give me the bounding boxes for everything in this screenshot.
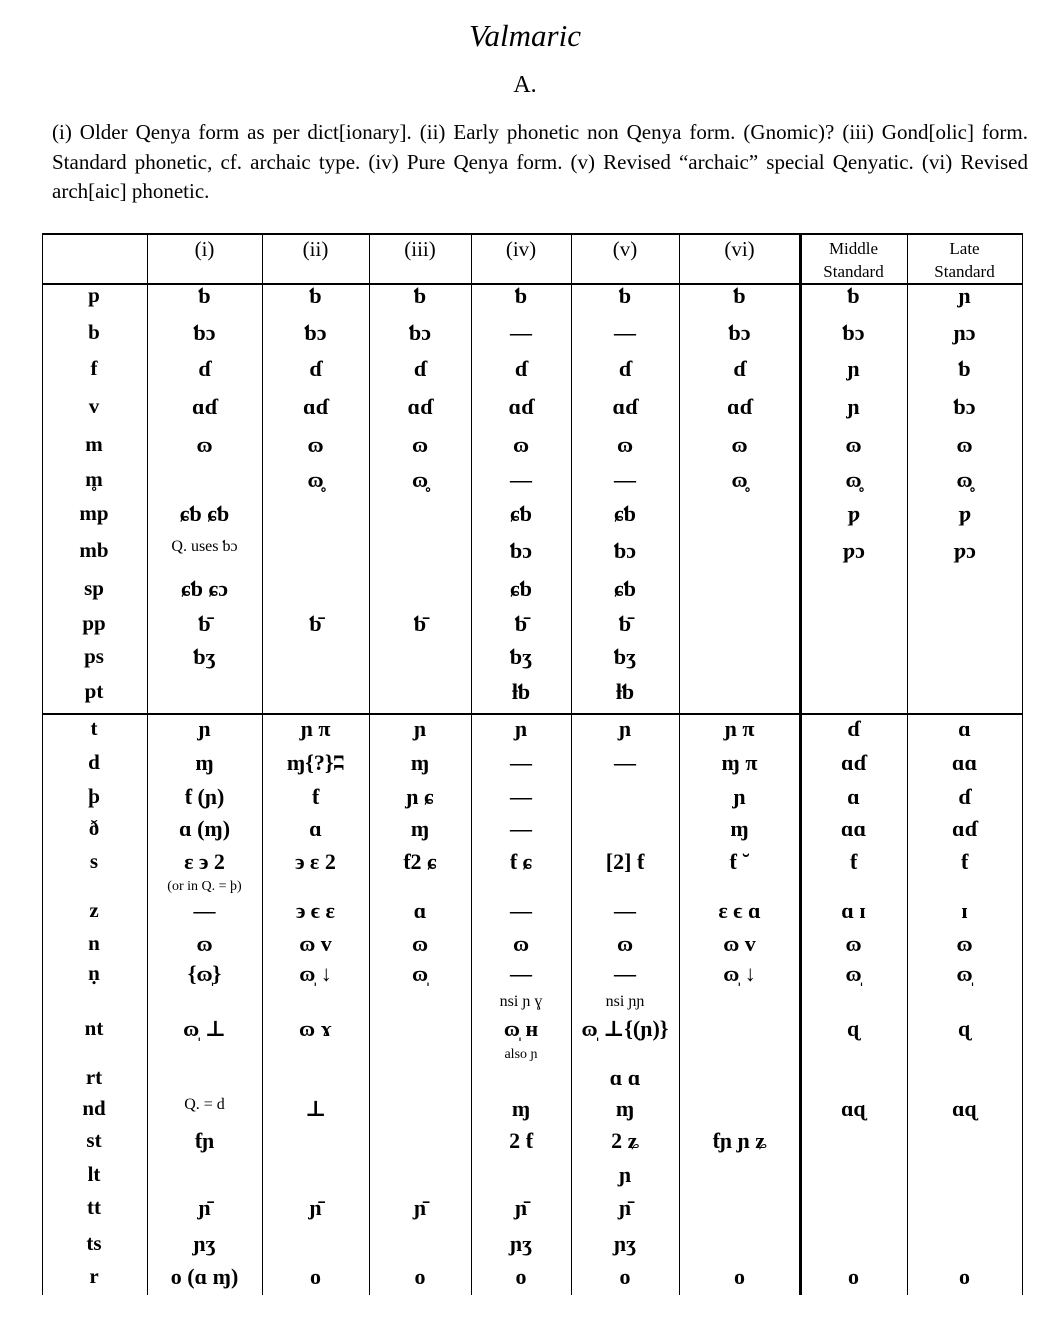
- glyph-cell: ƅ̄: [413, 611, 427, 636]
- glyph-cell: ɷ̥: [956, 467, 973, 492]
- cell-note: nsi ɲɲ: [605, 993, 645, 1010]
- glyph-cell: ϶ ϵ ε: [296, 898, 335, 923]
- glyph-cell: ɑɗ: [303, 394, 328, 419]
- glyph-cell: ɷ: [845, 931, 862, 956]
- glyph-cell: {ɷ̩}: [187, 961, 222, 986]
- glyph-cell: ƅ: [514, 283, 528, 308]
- glyph-cell: ɷ̥: [845, 467, 862, 492]
- glyph-cell: ɱ π: [721, 750, 758, 775]
- glyph-cell: ɲ ɕ: [406, 784, 434, 809]
- glyph-cell: ɲ: [618, 1162, 632, 1187]
- glyph-cell: ƭɲ ɲ ʑ: [712, 1128, 767, 1153]
- glyph-cell: ɱ: [730, 816, 749, 841]
- glyph-cell: —: [614, 467, 636, 492]
- glyph-cell: ƭ2 ɕ: [403, 849, 437, 874]
- row-label: lt: [87, 1162, 101, 1186]
- glyph-cell: ɷ: [512, 432, 530, 457]
- glyph-cell: ɱ: [511, 1096, 531, 1121]
- glyph-cell: ɷ̩ ⊥{(ɲ)}: [581, 1016, 669, 1041]
- column-header-line: Late: [949, 239, 980, 258]
- glyph-cell: —: [510, 784, 532, 809]
- glyph-cell: ɱ: [410, 750, 430, 775]
- glyph-cell: —: [614, 898, 636, 923]
- column-header: [571, 237, 679, 262]
- glyph-cell: ɷ: [616, 931, 634, 956]
- glyph-cell: ɑ (ɱ): [178, 816, 231, 841]
- glyph-cell: ɗ: [618, 356, 632, 381]
- glyph-cell: ɷ: [411, 432, 429, 457]
- glyph-cell: ɷ̩: [956, 961, 973, 986]
- glyph-cell: ɗ: [733, 356, 746, 381]
- row-label: t: [90, 716, 98, 740]
- glyph-cell: ƅ: [733, 283, 746, 308]
- row-label: pt: [84, 679, 104, 703]
- column-header-line: (ii): [302, 237, 329, 261]
- glyph-cell: ɷ: [196, 432, 213, 457]
- row-label: ð: [88, 816, 100, 840]
- glyph-cell: ɷ: [731, 432, 748, 457]
- glyph-cell: ɪ: [961, 898, 968, 923]
- glyph-cell: ƅʒ: [193, 644, 216, 669]
- glyph-cell: 2 ƭ: [509, 1128, 533, 1153]
- glyph-cell: ɲ̄: [309, 1195, 322, 1220]
- row-label: nt: [84, 1016, 104, 1040]
- glyph-cell: ƅɔ: [953, 394, 976, 419]
- page-title: Valmaric: [469, 18, 581, 53]
- glyph-cell: ƿɔ: [953, 538, 976, 563]
- glyph-cell: —: [510, 320, 532, 345]
- row-label: þ: [88, 784, 100, 808]
- column-header: [679, 237, 800, 262]
- glyph-cell: ɷ̥: [307, 467, 324, 492]
- glyph-cell: ƅ: [958, 356, 971, 381]
- glyph-cell: ƅɔ: [510, 538, 532, 563]
- glyph-cell: ɲʒ: [509, 1231, 533, 1256]
- row-label: tt: [87, 1195, 101, 1219]
- glyph-cell: ϶ ε 2: [295, 849, 336, 874]
- intro-paragraph: (i) Older Qenya form as per dict[ionary]. (ii) Early phonetic non Qenya form. (Gnomic)? (iii) Gond[olic] form. Standard phonetic, cf. archaic type. (iv) Pure Qenya form. (v) Revised “archaic” special Qenyatic. (vi) Revised arch[aic] phonetic.: [52, 120, 1028, 203]
- glyph-cell: ɷ: [956, 931, 973, 956]
- glyph-cell: ɕƅ: [614, 501, 636, 526]
- row-label: v: [88, 394, 100, 418]
- glyph-cell: ɱ{?}ʭ: [286, 750, 345, 775]
- glyph-cell: ɷ: [411, 931, 429, 956]
- glyph-cell: ɷ: [845, 432, 862, 457]
- glyph-cell: o: [310, 1264, 321, 1289]
- glyph-cell: —: [193, 898, 216, 923]
- glyph-cell: ɑɋ: [841, 1096, 866, 1121]
- glyph-cell: ƅ̄: [309, 611, 322, 636]
- glyph-cell: ɲ: [618, 716, 632, 741]
- glyph-cell: ƅ: [309, 283, 322, 308]
- glyph-cell: ɑ ɑ: [609, 1065, 641, 1090]
- glyph-cell: ƭ ˘: [729, 849, 750, 874]
- column-header-line: Middle: [828, 239, 879, 258]
- glyph-cell: ƭɲ: [194, 1128, 215, 1153]
- row-label: f: [90, 356, 98, 380]
- row-label: ts: [86, 1231, 102, 1255]
- row-label: d: [88, 750, 100, 774]
- glyph-cell: ɑɗ: [192, 394, 217, 419]
- glyph-cell: ɗ: [958, 784, 971, 809]
- section-divider: [42, 713, 1022, 715]
- glyph-cell: —: [510, 898, 532, 923]
- glyph-cell: ɲʒ: [613, 1231, 637, 1256]
- column-header-line: (v): [612, 237, 638, 261]
- glyph-cell: ɷ: [956, 432, 973, 457]
- glyph-cell: —: [614, 320, 636, 345]
- glyph-cell: ɲ: [413, 716, 427, 741]
- glyph-cell: ɲ π: [300, 716, 331, 741]
- column-header: [369, 237, 471, 262]
- glyph-cell: ɑ ɪ: [841, 898, 866, 923]
- glyph-cell: ƭ: [849, 849, 858, 874]
- glyph-cell: ⊥: [304, 1096, 327, 1121]
- glyph-cell: ɷ̩: [411, 961, 429, 986]
- glyph-cell: ɷ: [616, 432, 634, 457]
- glyph-cell: ƅ̄: [618, 611, 632, 636]
- glyph-cell: ƅ: [847, 283, 860, 308]
- glyph-cell: ƅ: [618, 283, 632, 308]
- glyph-cell: ƚƅ: [511, 679, 531, 704]
- glyph-cell: Q. = d: [184, 1096, 225, 1113]
- glyph-cell: ɑɗ: [841, 750, 866, 775]
- row-label: r: [89, 1264, 99, 1288]
- glyph-cell: 2 ʑ: [611, 1128, 639, 1153]
- glyph-cell: ɋ: [958, 1016, 971, 1041]
- glyph-cell: ɕƅ: [614, 576, 636, 601]
- cell-note: also ɲ: [504, 1047, 538, 1062]
- glyph-cell: ɑɋ: [952, 1096, 977, 1121]
- glyph-cell: ɲʒ: [193, 1231, 216, 1256]
- row-label: s: [89, 849, 99, 873]
- column-header-line: (iii): [404, 237, 436, 261]
- glyph-cell: ɲ̄: [514, 1195, 528, 1220]
- row-label: st: [86, 1128, 102, 1152]
- row-label: m: [85, 432, 103, 456]
- glyph-cell: ɷ v: [299, 931, 332, 956]
- glyph-cell: ɑɗ: [407, 394, 433, 419]
- glyph-cell: ɑɗ: [508, 394, 534, 419]
- glyph-cell: ƅʒ: [613, 644, 637, 669]
- glyph-cell: ε ϶ 2: [184, 849, 225, 874]
- column-header-line: Standard: [823, 262, 884, 281]
- glyph-cell: ɷ ɤ: [299, 1016, 332, 1041]
- glyph-cell: ɕƅ: [510, 576, 532, 601]
- glyph-cell: ɲ π: [724, 716, 755, 741]
- row-label: ṇ: [88, 961, 100, 985]
- cell-note: nsi ɲ ɣ: [499, 993, 543, 1010]
- glyph-cell: ɲ: [847, 394, 860, 419]
- glyph-cell: ƿ: [846, 501, 861, 526]
- glyph-cell: ɲ: [514, 716, 528, 741]
- glyph-cell: ƅ̄: [514, 611, 528, 636]
- glyph-cell: ƿɔ: [842, 538, 865, 563]
- glyph-cell: ɕƅ ɕɔ: [180, 576, 229, 601]
- column-header-line: (i): [194, 237, 215, 261]
- glyph-cell: o: [734, 1264, 745, 1289]
- column-divider: [1022, 233, 1023, 1295]
- glyph-cell: ƿ: [957, 501, 972, 526]
- column-header: [907, 237, 1022, 283]
- glyph-cell: —: [510, 467, 532, 492]
- glyph-cell: ƅɔ: [193, 320, 216, 345]
- cell-note: (or in Q. = þ): [167, 879, 242, 894]
- glyph-cell: ƅ: [198, 283, 211, 308]
- glyph-cell: ƅɔ: [842, 320, 865, 345]
- glyph-cell: ƚƅ: [615, 679, 635, 704]
- glyph-cell: ɲ̄: [198, 1195, 211, 1220]
- glyph-cell: ɲ: [958, 283, 971, 308]
- glyph-cell: [2] ƭ: [605, 849, 645, 874]
- glyph-cell: o (ɑ ɱ): [170, 1264, 239, 1289]
- glyph-cell: ɑ: [847, 784, 860, 809]
- glyph-cell: ƭ: [311, 784, 320, 809]
- glyph-cell: ɑɗ: [952, 816, 977, 841]
- glyph-cell: ƅɔ: [409, 320, 431, 345]
- row-label: pp: [82, 611, 106, 635]
- glyph-cell: ɗ: [309, 356, 322, 381]
- glyph-cell: ɷ: [512, 931, 530, 956]
- row-label: nd: [82, 1096, 106, 1120]
- glyph-cell: ɲ̄: [618, 1195, 632, 1220]
- glyph-cell: o: [619, 1264, 631, 1289]
- glyph-cell: —: [510, 816, 532, 841]
- row-label: n: [88, 931, 100, 955]
- glyph-cell: ɲ: [733, 784, 746, 809]
- row-label: mp: [79, 501, 109, 525]
- glyph-cell: o: [959, 1264, 970, 1289]
- glyph-cell: o: [848, 1264, 859, 1289]
- glyph-cell: ɷ̩ ↓: [723, 961, 756, 986]
- glyph-cell: ɱ: [195, 750, 214, 775]
- glyph-cell: Q. uses ƅɔ: [171, 538, 238, 555]
- glyph-cell: ɱ: [410, 816, 430, 841]
- column-header-line: (iv): [505, 237, 537, 261]
- row-label: b: [88, 320, 100, 344]
- row-label: m̥: [85, 467, 103, 491]
- glyph-cell: ɗ: [514, 356, 528, 381]
- glyph-cell: ɑɗ: [727, 394, 752, 419]
- glyph-cell: ɷ̩ ↓: [299, 961, 332, 986]
- glyph-cell: ɑ: [413, 898, 427, 923]
- glyph-cell: ɷ v: [723, 931, 756, 956]
- table-top-border: [42, 233, 1022, 235]
- row-label: mb: [79, 538, 109, 562]
- glyph-cell: ɗ: [413, 356, 427, 381]
- glyph-cell: ɲ: [198, 716, 211, 741]
- column-header: [147, 237, 262, 262]
- glyph-cell: ɋ: [847, 1016, 860, 1041]
- glyph-cell: o: [414, 1264, 426, 1289]
- glyph-cell: ɱ: [615, 1096, 635, 1121]
- glyph-cell: ƅɔ: [728, 320, 751, 345]
- glyph-cell: ɲ: [847, 356, 860, 381]
- glyph-cell: ƅɔ: [304, 320, 327, 345]
- section-heading: A.: [513, 72, 537, 98]
- glyph-cell: ƭ: [960, 849, 969, 874]
- glyph-cell: ɷ̩ ⊥: [183, 1016, 226, 1041]
- row-label: ps: [84, 644, 104, 668]
- glyph-cell: ƅʒ: [509, 644, 533, 669]
- glyph-cell: —: [614, 750, 636, 775]
- glyph-cell: ɲɔ: [953, 320, 976, 345]
- glyph-cell: —: [614, 961, 636, 986]
- glyph-cell: ɑ: [309, 816, 322, 841]
- glyph-cell: ɲ̄: [413, 1195, 427, 1220]
- column-header: [800, 237, 907, 283]
- row-label: sp: [84, 576, 104, 600]
- glyph-cell: —: [510, 961, 532, 986]
- glyph-cell: ɕƅ: [510, 501, 532, 526]
- glyph-cell: —: [510, 750, 532, 775]
- column-header: [262, 237, 369, 262]
- glyph-cell: ɷ̥: [731, 467, 748, 492]
- row-label: rt: [85, 1065, 103, 1089]
- glyph-cell: ƭ (ɲ): [184, 784, 225, 809]
- column-header: [471, 237, 571, 262]
- glyph-cell: ɷ: [196, 931, 213, 956]
- glyph-cell: ɷ: [307, 432, 324, 457]
- glyph-cell: ε ϵ ɑ: [718, 898, 761, 923]
- glyph-cell: ɑɗ: [612, 394, 638, 419]
- glyph-cell: ƅ̄: [198, 611, 211, 636]
- row-label: p: [88, 283, 100, 307]
- column-header-line: Standard: [934, 262, 995, 281]
- glyph-cell: o: [515, 1264, 527, 1289]
- column-header-line: (vi): [724, 237, 755, 261]
- glyph-cell: ɗ: [198, 356, 211, 381]
- row-label: z: [89, 898, 99, 922]
- glyph-cell: ƅ: [413, 283, 427, 308]
- glyph-cell: ɗ: [847, 716, 860, 741]
- glyph-cell: ƅɔ: [614, 538, 636, 563]
- glyph-cell: ƭ ɕ: [509, 849, 533, 874]
- glyph-cell: ɑ: [958, 716, 971, 741]
- glyph-cell: ɷ̥: [411, 467, 429, 492]
- glyph-cell: ɷ̩: [845, 961, 862, 986]
- glyph-cell: ɕƅ ɕƅ: [179, 501, 230, 526]
- glyph-cell: ɑɑ: [951, 750, 978, 775]
- glyph-cell: ɑɑ: [840, 816, 867, 841]
- glyph-cell: ɷ̩ ʜ: [503, 1016, 539, 1041]
